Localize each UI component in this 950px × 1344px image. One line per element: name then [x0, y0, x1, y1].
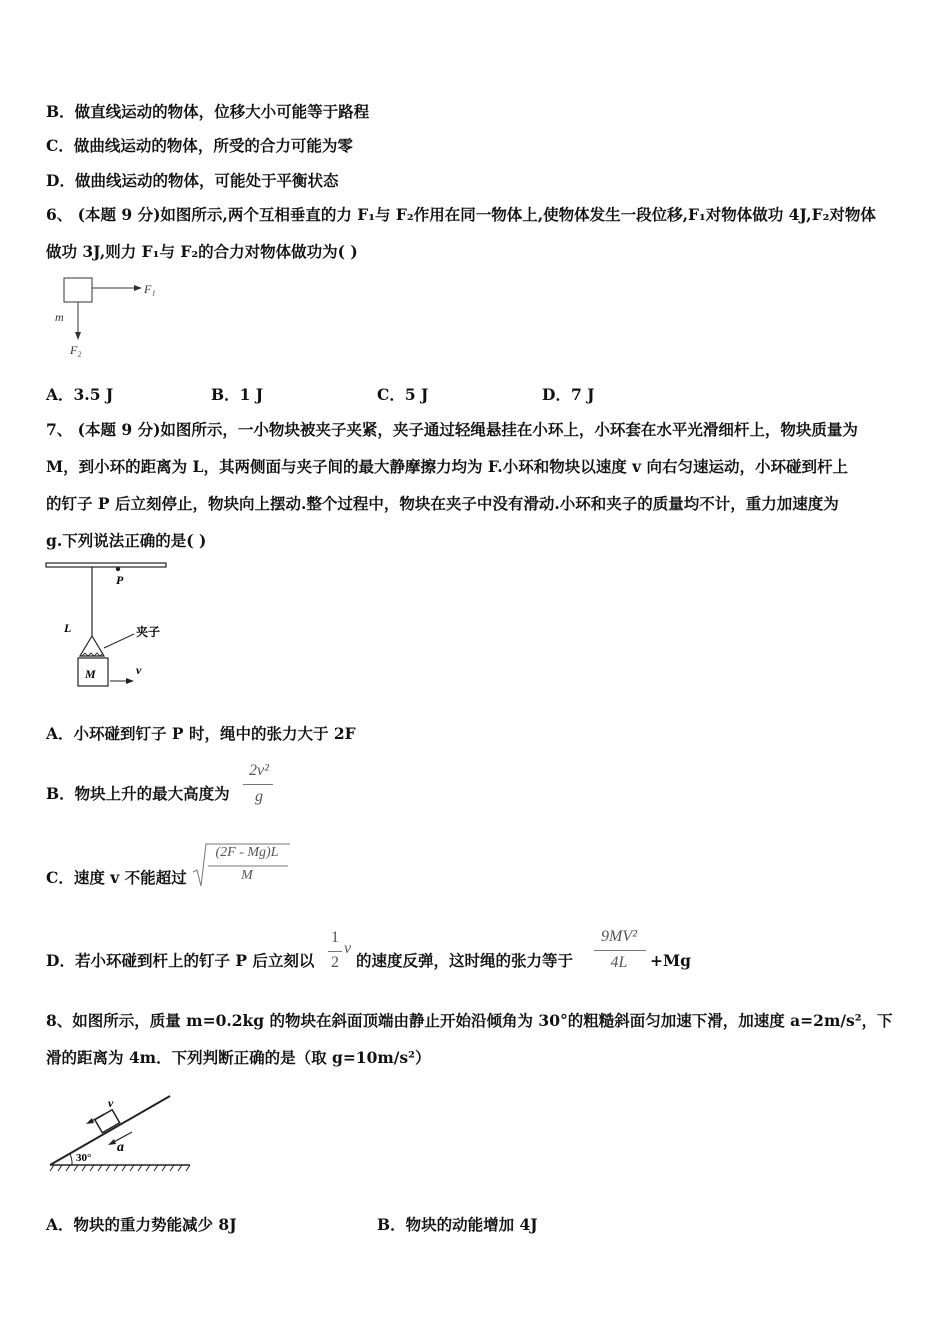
q7-v-label: v [136, 663, 142, 677]
q7-option-c-denominator: M [241, 868, 253, 883]
q7-option-d-half-denominator: 2 [331, 954, 339, 971]
q7-option-d-text1: D．若小环碰到杆上的钉子 P 后立刻以 [46, 951, 315, 970]
q7-rod [46, 563, 166, 567]
q5-option-d: D．做曲线运动的物体，可能处于平衡状态 [46, 171, 339, 190]
q7-l-label: L [64, 621, 72, 635]
q6-block [64, 278, 92, 302]
q7-stem-line1: 7、 (本题 9 分)如图所示，一小物块被夹子夹紧，夹子通过轻绳悬挂在小环上，小环套在水平光滑细杆上，物块质量为 [46, 420, 858, 439]
q7-option-b-denominator: g [255, 788, 263, 805]
q7-stem-line2: M，到小环的距离为 L，其两侧面与夹子间的最大静摩擦力均为 F.小环和物块以速度 v 向右匀速运动，小环碰到杆上 [46, 457, 848, 476]
q8-a-label: a [117, 1140, 124, 1155]
q7-pendulum-diagram [44, 560, 174, 695]
q7-option-d-fraction-bar [594, 950, 646, 951]
q7-option-b-numerator: 2v² [249, 762, 269, 779]
q5-option-b: B．做直线运动的物体，位移大小可能等于路程 [46, 102, 370, 121]
q7-option-c-numerator: (2F - Mg)L [215, 845, 279, 860]
q7-stem-line3: 的钉子 P 后立刻停止，物块向上摆动.整个过程中，物块在夹子中没有滑动.小环和夹子的质量均不计，重力加速度为 [46, 494, 839, 513]
q8-block [95, 1110, 120, 1133]
q8-incline-diagram [46, 1088, 196, 1180]
q6-stem-line1: 6、 (本题 9 分)如图所示,两个互相垂直的力 F₁与 F₂作用在同一物体上,使物体发生一段位移,F₁对物体做功 4J,F₂对物体 [46, 205, 876, 224]
q7-option-b-fraction-bar [243, 784, 273, 785]
q8-option-a: A．物块的重力势能减少 8J [46, 1215, 237, 1234]
q7-option-d-numerator: 9MV² [601, 928, 637, 945]
q7-option-d-half-numerator: 1 [331, 929, 339, 946]
q7-nail-p [116, 567, 120, 571]
q6-option-d: D．7 J [542, 385, 595, 404]
q8-angle-label: 30° [76, 1152, 92, 1164]
q6-option-c: C．5 J [377, 385, 429, 404]
q7-option-b-text: B．物块上升的最大高度为 [46, 784, 230, 803]
q6-m-label: m [55, 310, 64, 324]
q7-clip-label: 夹子 [136, 625, 161, 639]
q7-option-d-v: v [344, 940, 352, 957]
q8-stem-line1: 8、如图所示，质量 m=0.2kg 的物块在斜面顶端由静止开始沿倾角为 30°的粗糙斜面匀加速下滑，加速度 a=2m/s²，下 [46, 1011, 893, 1030]
q6-option-a: A．3.5 J [46, 385, 114, 404]
q7-option-d-denominator: 4L [610, 954, 628, 971]
q7-m-label: M [85, 667, 96, 681]
q7-clip [80, 636, 104, 656]
q6-f2-label: F₂ [70, 343, 82, 357]
q7-p-label: P [116, 573, 124, 587]
q7-option-d-text2: 的速度反弹，这时绳的张力等于 [356, 951, 574, 970]
q6-stem-line2: 做功 3J,则力 F₁与 F₂的合力对物体做功为( ) [46, 242, 358, 261]
q6-option-b: B．1 J [211, 385, 264, 404]
q7-option-d-tail: +Mg [650, 951, 691, 970]
q6-force-diagram [50, 272, 180, 364]
q7-stem-line4: g.下列说法正确的是( ) [46, 531, 207, 550]
q8-v-label: v [108, 1096, 114, 1110]
q7-option-a: A．小环碰到钉子 P 时，绳中的张力大于 2F [46, 724, 356, 743]
q8-stem-line2: 滑的距离为 4m．下列判断正确的是（取 g=10m/s²） [46, 1048, 431, 1067]
q5-option-c: C．做曲线运动的物体，所受的合力可能为零 [46, 136, 353, 155]
q6-f1-label: F₁ [144, 282, 156, 296]
q8-option-b: B．物块的动能增加 4J [377, 1215, 538, 1234]
q7-option-c-text: C．速度 v 不能超过 [46, 868, 187, 887]
q7-option-d-half-bar [328, 951, 342, 952]
